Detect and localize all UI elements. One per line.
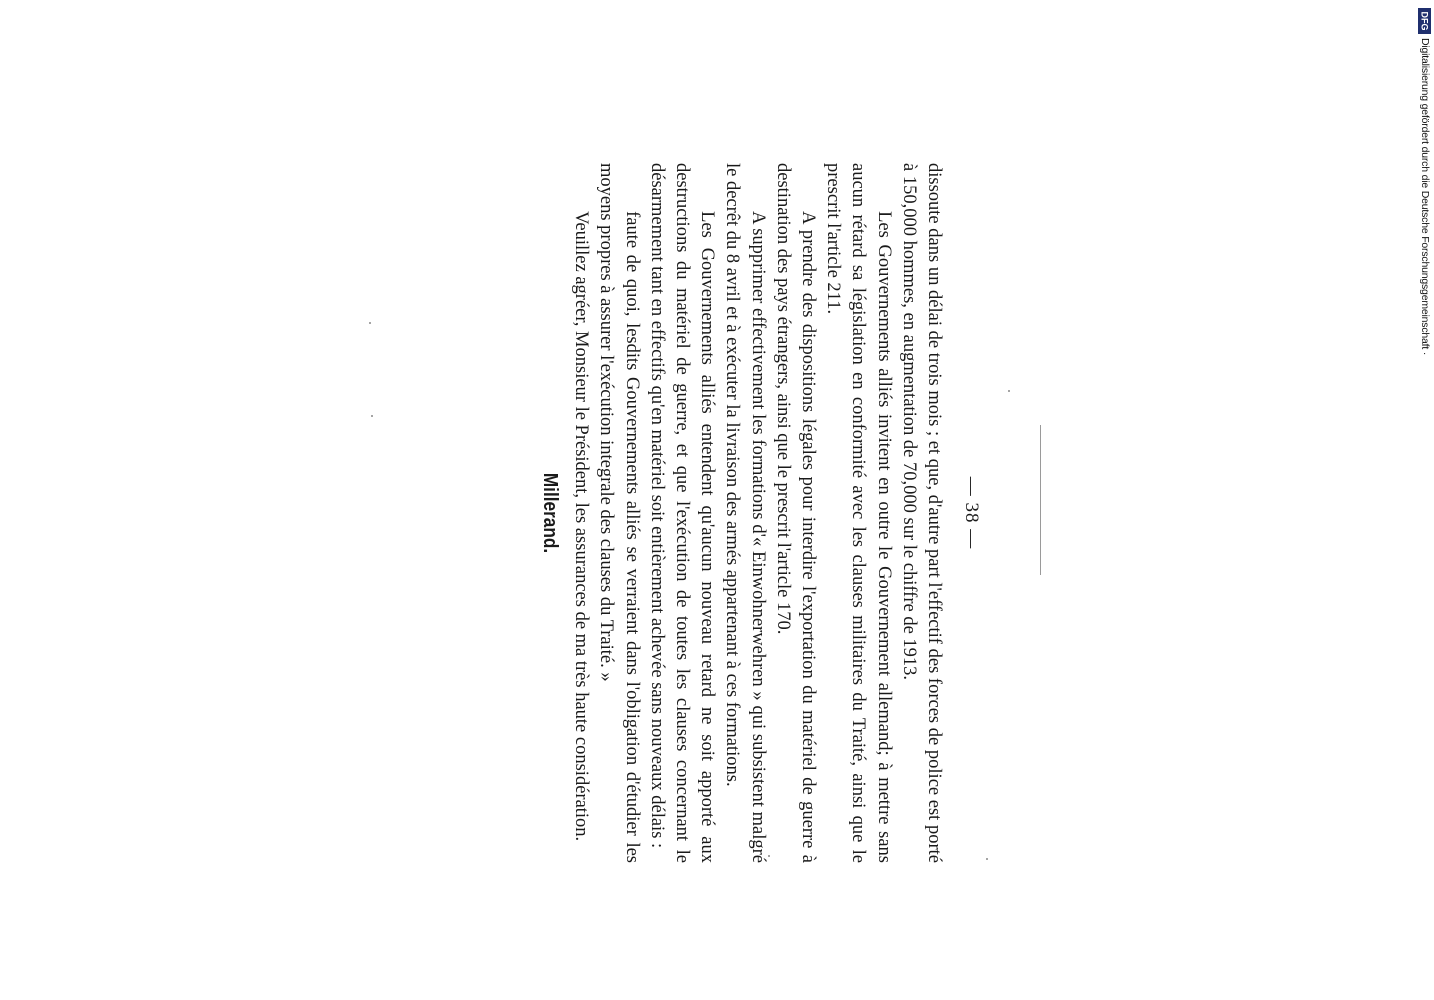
signature: Millerand. xyxy=(538,472,561,554)
scan-speck xyxy=(768,855,770,857)
rotated-document-page xyxy=(376,163,986,863)
paragraph-closing: Veuillez agréer, Monsieur le Président, les assurances de ma très haute considération. xyxy=(571,211,592,842)
scan-speck xyxy=(369,322,371,324)
scan-speck xyxy=(1008,390,1010,392)
paragraph-legislation: Les Gouvernements alliés invitent en outre le Gouvernement allemand; à mettre sans aucun rétard sa législation en conformité avec les clauses militaires du Traité, ainsi que le prescrit l'article 211. xyxy=(823,163,894,863)
paragraph-disarmament: Les Gouvernements alliés entendent qu'aucun nouveau retard ne soit apporté aux destructions du matériel de guerre, et que l'exécution de toutes les clauses concernant le désarmement tant en effectifs qu'en matériel soit entièrement achevée sans nouveaux délais : xyxy=(646,163,718,863)
scan-speck xyxy=(371,415,373,417)
dfg-logo xyxy=(1418,8,1431,34)
paragraph-police-forces: dissoute dans un délai de trois mois ; et que, d'autre part l'effectif des forces de police est porté à 150,000 hommes, en augmentation de 70,000 sur le chiffre de 1913. xyxy=(898,163,944,863)
dfg-logo-text: DFG xyxy=(1419,11,1430,31)
separator-rule xyxy=(1040,425,1041,575)
scan-speck xyxy=(986,858,988,860)
paragraph-export-ban: A prendre des dispositions légales pour interdire l'exportation du matériel de guerre à destination des pays étrangers, ainsi que le prescrit l'article 170. xyxy=(772,163,818,863)
document-body xyxy=(568,163,946,863)
dfg-credit-text: Digitalisierung gefördert durch die Deutsche Forschungsgemeinschaft · xyxy=(1419,38,1431,356)
paragraph-einwohnerwehren: A supprimer effectivement les formations d'« Einwohnerwehren » qui subsistent malgré le decrêt du 8 avril et à exécuter la livraison des armés appartenant à ces formations. xyxy=(722,163,768,863)
page-number: — 38 — xyxy=(961,476,982,550)
paragraph-obligation: faute de quoi, lesdits Gouvernements alliés se verraient dans l'obligation d'étudier les moyens propres à assurer l'exécution integrale des clauses du Traité. » xyxy=(596,163,642,863)
dfg-credit xyxy=(1417,38,1432,398)
dfg-watermark xyxy=(1417,8,1434,398)
